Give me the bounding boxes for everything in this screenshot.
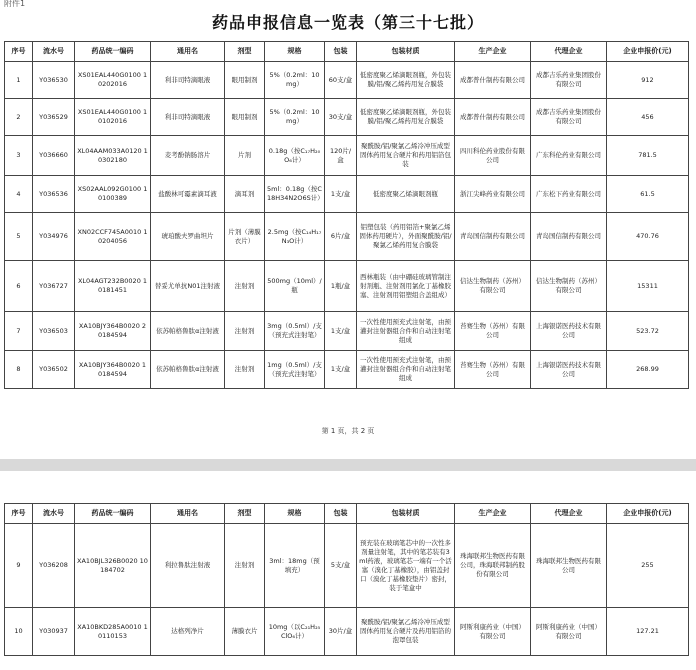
cell-no: 7: [5, 312, 33, 351]
cell-spec: 10mg（以C₂₁H₂₅ClO₆计）: [265, 608, 325, 656]
cell-serial: Y036529: [33, 99, 75, 136]
col-header-price: 企业申报价(元): [607, 42, 689, 62]
cell-no: 4: [5, 176, 33, 213]
cell-no: 5: [5, 213, 33, 261]
cell-no: 3: [5, 136, 33, 176]
col-header-serial: 流水号: [33, 504, 75, 524]
table-row: [5, 176, 689, 213]
cell-code: XS01EAL440G0100 10102016: [75, 99, 151, 136]
cell-no: 2: [5, 99, 33, 136]
cell-spec: 2.5mg（按C₁₄H₁₇N₃O计）: [265, 213, 325, 261]
cell-serial: Y036208: [33, 524, 75, 608]
cell-pack: 5支/盒: [325, 524, 357, 608]
cell-material: 一次性使用预充式注射笔，由预灌封注射器组合件和自动注射笔组成: [357, 312, 455, 351]
cell-form: 眼用制剂: [225, 99, 265, 136]
cell-code: XA10BJY364B0020 10184594: [75, 351, 151, 389]
cell-spec: 5%（0.2ml：10mg）: [265, 99, 325, 136]
cell-maker: 苔赛生物（苏州）有限公司: [455, 351, 531, 389]
page-footer: 第 1 页，共 2 页: [321, 427, 375, 435]
cell-name: 琥珀酸夫罗曲坦片: [151, 213, 225, 261]
col-header-pack: 包装: [325, 42, 357, 62]
table-row: [5, 312, 689, 351]
cell-spec: 500mg（10ml）/瓶: [265, 261, 325, 312]
cell-serial: Y036503: [33, 312, 75, 351]
cell-material: 铝塑包装（药用铝箔+聚氯乙烯固体药用硬片），外面聚酰胺/铝/聚氯乙烯药用复合膜袋: [357, 213, 455, 261]
col-header-price: 企业申报价(元): [607, 504, 689, 524]
col-header-spec: 规格: [265, 42, 325, 62]
cell-spec: 1mg（0.5ml）/支（预充式注射笔）: [265, 351, 325, 389]
col-header-no: 序号: [5, 504, 33, 524]
cell-code: XN02CCF745A0010 10204056: [75, 213, 151, 261]
cell-code: XA10BJL326B0020 10184702: [75, 524, 151, 608]
cell-price: 470.76: [607, 213, 689, 261]
cell-no: 9: [5, 524, 33, 608]
cell-spec: 3ml：18mg（预填充）: [265, 524, 325, 608]
table-header-row: [5, 504, 689, 524]
cell-price: 15311: [607, 261, 689, 312]
col-header-material: 包装材质: [357, 42, 455, 62]
cell-pack: 1支/盒: [325, 176, 357, 213]
cell-serial: Y036536: [33, 176, 75, 213]
cell-name: 利非司特滴眼液: [151, 62, 225, 99]
cell-serial: Y036502: [33, 351, 75, 389]
cell-pack: 1支/盒: [325, 312, 357, 351]
col-header-form: 剂型: [225, 42, 265, 62]
cell-agent: 成都吉乐药业集团股份有限公司: [531, 62, 607, 99]
cell-code: XS01EAL440G0100 10202016: [75, 62, 151, 99]
cell-pack: 60支/盒: [325, 62, 357, 99]
cell-agent: 上海银诺医药技术有限公司: [531, 351, 607, 389]
cell-form: 薄膜衣片: [225, 608, 265, 656]
col-header-form: 剂型: [225, 504, 265, 524]
cell-maker: 成都普什制药有限公司: [455, 62, 531, 99]
cell-name: 利非司特滴眼液: [151, 99, 225, 136]
cell-material: 预充装在玻璃笔芯中的一次性多剂量注射笔，其中的笔芯装有3ml药液，玻璃笔芯一端有一个活塞（溴化丁基橡胶），由铝盖封口（溴化丁基橡胶垫片）密封，装于笔盒中: [357, 524, 455, 608]
cell-price: 268.99: [607, 351, 689, 389]
col-header-name: 通用名: [151, 504, 225, 524]
cell-name: 盐酸林可霉素滴耳液: [151, 176, 225, 213]
cell-code: XS02AAL092G0100 10100389: [75, 176, 151, 213]
col-header-no: 序号: [5, 42, 33, 62]
table-row: [5, 608, 689, 656]
cell-code: XA10BKD285A0010 10110153: [75, 608, 151, 656]
cell-name: 麦考酚钠肠溶片: [151, 136, 225, 176]
table-row: [5, 136, 689, 176]
cell-material: 低密度聚乙烯滴眼剂瓶，外包装膜/铝/聚乙烯药用复合膜袋: [357, 99, 455, 136]
table-row: [5, 524, 689, 608]
cell-name: 依苏帕格鲁肽α注射液: [151, 312, 225, 351]
col-header-serial: 流水号: [33, 42, 75, 62]
col-header-maker: 生产企业: [455, 504, 531, 524]
cell-maker: 苔赛生物（苏州）有限公司: [455, 312, 531, 351]
drug-table-page1: [4, 41, 689, 389]
cell-serial: Y036727: [33, 261, 75, 312]
cell-agent: 成都吉乐药业集团股份有限公司: [531, 99, 607, 136]
cell-no: 10: [5, 608, 33, 656]
cell-no: 6: [5, 261, 33, 312]
cell-code: XL04AAM033A0120 10302180: [75, 136, 151, 176]
cell-price: 127.21: [607, 608, 689, 656]
table-row: [5, 261, 689, 312]
cell-maker: 成都普什制药有限公司: [455, 99, 531, 136]
cell-name: 利拉鲁肽注射液: [151, 524, 225, 608]
cell-material: 西林瓶装（由中硼硅玻璃管制注射剂瓶、注射剂用氯化丁基橡胶塞、注射剂用铝塑组合盖组成）: [357, 261, 455, 312]
cell-maker: 信达生物制药（苏州）有限公司: [455, 261, 531, 312]
cell-form: 片剂（薄膜衣片）: [225, 213, 265, 261]
col-header-maker: 生产企业: [455, 42, 531, 62]
cell-pack: 1支/盒: [325, 351, 357, 389]
cell-price: 912: [607, 62, 689, 99]
cell-form: 滴耳剂: [225, 176, 265, 213]
cell-no: 1: [5, 62, 33, 99]
col-header-agent: 代理企业: [531, 42, 607, 62]
cell-material: 低密度聚乙烯滴眼剂瓶: [357, 176, 455, 213]
table-header-row: [5, 42, 689, 62]
cell-agent: 珠海联邦生物医药有限公司: [531, 524, 607, 608]
cell-name: 替妥尤单抗N01注射液: [151, 261, 225, 312]
drug-table-page2: [4, 503, 689, 656]
col-header-agent: 代理企业: [531, 504, 607, 524]
cell-name: 达格列净片: [151, 608, 225, 656]
table-row: [5, 62, 689, 99]
cell-name: 依苏帕格鲁肽α注射液: [151, 351, 225, 389]
page-title: 药品申报信息一览表（第三十七批）: [211, 13, 484, 32]
cell-code: XA10BJY364B0020 20184594: [75, 312, 151, 351]
cell-maker: 青岛国信制药有限公司: [455, 213, 531, 261]
cell-spec: 0.18g（按C₁₇H₂₀O₆计）: [265, 136, 325, 176]
cell-agent: 阿斯利康药业（中国）有限公司: [531, 608, 607, 656]
cell-agent: 上海银诺医药技术有限公司: [531, 312, 607, 351]
cell-maker: 浙江尖峰药业有限公司: [455, 176, 531, 213]
cell-no: 8: [5, 351, 33, 389]
col-header-material: 包装材质: [357, 504, 455, 524]
table-row: [5, 99, 689, 136]
cell-spec: 5ml：0.18g（按C18H34N2O6S计）: [265, 176, 325, 213]
cell-serial: Y036530: [33, 62, 75, 99]
cell-form: 注射剂: [225, 312, 265, 351]
cell-material: 聚酰胺/铝/聚氯乙烯冷冲压成型固体药用复合硬片及药用铝箔的泡罩包装: [357, 608, 455, 656]
cell-price: 523.72: [607, 312, 689, 351]
cell-price: 781.5: [607, 136, 689, 176]
cell-material: 聚酰胺/铝/聚氯乙烯冷冲压成型固体药用复合硬片和药用铝箔包装: [357, 136, 455, 176]
cell-pack: 6片/盒: [325, 213, 357, 261]
cell-spec: 3mg（0.5ml）/支（预充式注射笔）: [265, 312, 325, 351]
cell-form: 注射剂: [225, 261, 265, 312]
cell-price: 61.5: [607, 176, 689, 213]
cell-serial: Y034976: [33, 213, 75, 261]
cell-maker: 四川科伦药业股份有限公司: [455, 136, 531, 176]
cell-form: 眼用制剂: [225, 62, 265, 99]
cell-price: 255: [607, 524, 689, 608]
cell-agent: 广东松下药业有限公司: [531, 176, 607, 213]
col-header-spec: 规格: [265, 504, 325, 524]
table-row: [5, 213, 689, 261]
cell-price: 456: [607, 99, 689, 136]
cell-pack: 30支/盒: [325, 99, 357, 136]
cell-agent: 青岛国信制药有限公司: [531, 213, 607, 261]
col-header-name: 通用名: [151, 42, 225, 62]
cell-agent: 信达生物制药（苏州）有限公司: [531, 261, 607, 312]
attachment-label: 附件1: [4, 0, 26, 8]
cell-pack: 120片/盒: [325, 136, 357, 176]
cell-maker: 珠海联邦生物医药有限公司，珠海联邦制药股份有限公司: [455, 524, 531, 608]
col-header-pack: 包装: [325, 504, 357, 524]
cell-form: 注射剂: [225, 524, 265, 608]
table-row: [5, 351, 689, 389]
cell-pack: 1瓶/盒: [325, 261, 357, 312]
col-header-code: 药品统一编码: [75, 504, 151, 524]
cell-form: 片剂: [225, 136, 265, 176]
cell-serial: Y036660: [33, 136, 75, 176]
cell-code: XL04AGT232B0020 10181451: [75, 261, 151, 312]
cell-spec: 5%（0.2ml：10mg）: [265, 62, 325, 99]
cell-serial: Y030937: [33, 608, 75, 656]
page-break-divider: [0, 459, 696, 471]
cell-maker: 阿斯利康药业（中国）有限公司: [455, 608, 531, 656]
cell-agent: 广东科伦药业有限公司: [531, 136, 607, 176]
cell-form: 注射剂: [225, 351, 265, 389]
col-header-code: 药品统一编码: [75, 42, 151, 62]
cell-material: 一次性使用预充式注射笔，由预灌封注射器组合件和自动注射笔组成: [357, 351, 455, 389]
cell-material: 低密度聚乙烯滴眼剂瓶，外包装膜/铝/聚乙烯药用复合膜袋: [357, 62, 455, 99]
cell-pack: 30片/盒: [325, 608, 357, 656]
